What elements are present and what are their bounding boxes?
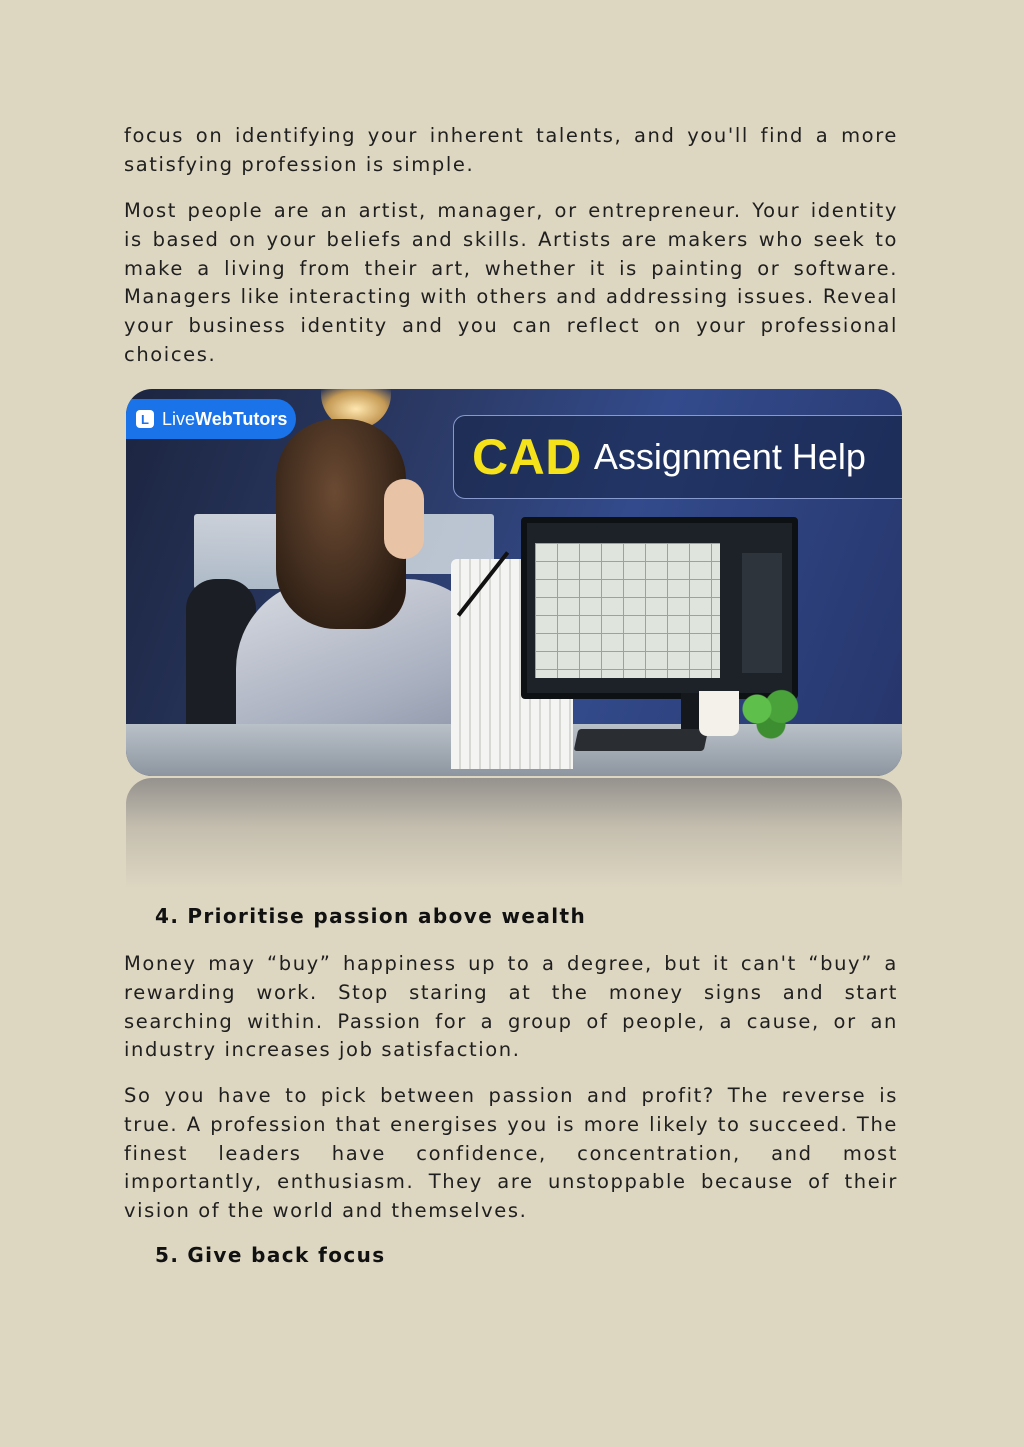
paragraph: So you have to pick between passion and profit? The reverse is true. A profession that energises you is more likely to succeed. The finest leaders have confidence, concentration, and most importantly, enthusiasm. They are unstoppable because of their vision of the world and themselves. [124,1084,898,1223]
desk-plant [736,689,806,739]
woman-face [384,479,424,559]
livewebtutors-logo [126,399,296,439]
paragraph: Money may “buy” happiness up to a degree, but it can't “buy” a rewarding work. Stop staring at the money signs and start searching within. Passion for a group of people, a cause, or an industry increases job satisfaction. [124,952,898,1062]
cad-monitor [521,517,798,699]
banner-reflection [126,778,902,888]
banner-title-highlight: CAD [472,429,582,485]
cad-assignment-banner-image [126,389,902,776]
paragraph: focus on identifying your inherent talents, and you'll find a more satisfying profession is simple. [124,124,898,176]
cad-side-panel [742,553,782,673]
heading-number: 5. [155,1243,180,1267]
logo-mark-icon: L [136,410,154,428]
banner-title [453,415,902,499]
heading-text: Give back focus [187,1243,386,1267]
section-heading [155,1243,386,1267]
cad-floorplan [535,543,720,678]
paragraph: Most people are an artist, manager, or entrepreneur. Your identity is based on your beliefs and skills. Artists are makers who seek to make a living from their art, whether it is painting or software. Managers like interacting with others and addressing issues. Reveal your business identity and you can reflect on your professional choices. [124,199,898,366]
coffee-mug [699,691,739,736]
keyboard [574,729,709,751]
heading-text: Prioritise passion above wealth [187,904,587,928]
logo-text: LiveWebTutors [162,408,288,429]
section-heading [155,904,586,928]
banner-title-text: Assignment Help [593,436,866,477]
heading-number: 4. [155,904,180,928]
